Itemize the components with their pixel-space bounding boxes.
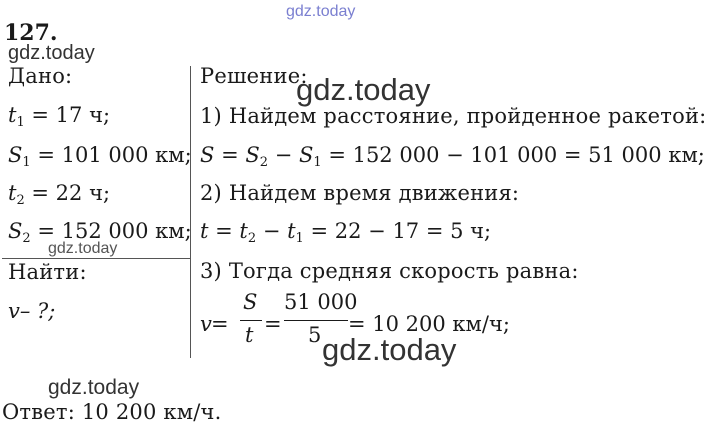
given-s2 <box>8 219 192 246</box>
given-t2 <box>8 181 111 208</box>
horizontal-divider <box>2 258 190 259</box>
given-heading: Дано: <box>8 64 73 88</box>
eq3-result: = 10 200 км/ч; <box>348 312 510 336</box>
given-t1 <box>8 103 111 130</box>
given-t2-sub: 2 <box>16 193 25 208</box>
given-s2-sub: 2 <box>22 231 31 246</box>
eq3-eq2: = <box>264 312 282 336</box>
eq2-minus: − <box>256 219 288 243</box>
given-s1-sub: 1 <box>22 155 31 170</box>
solution-eq2 <box>200 219 492 246</box>
given-s1-value: = 101 000 км; <box>30 143 192 167</box>
given-s1 <box>8 143 192 170</box>
given-s1-var: S <box>8 143 23 167</box>
given-t1-sub: 1 <box>16 115 25 130</box>
fraction-5-denominator: 5 <box>308 323 322 347</box>
solution-eq1 <box>200 143 705 170</box>
fraction-s-over-t <box>240 290 262 350</box>
fraction-s-bar <box>240 320 262 321</box>
eq1-s: S <box>200 143 215 167</box>
fraction-51000-numerator: 51 000 <box>284 290 358 314</box>
fraction-51000-bar <box>284 320 348 321</box>
vertical-divider <box>190 66 191 358</box>
watermark-bottom-left: gdz.today <box>48 376 140 399</box>
eq1-s2-sub: 2 <box>259 155 269 170</box>
find-v: v– ?; <box>8 299 56 323</box>
watermark-top[interactable]: gdz.today <box>286 3 356 20</box>
eq2-t2-sub: 2 <box>247 231 257 246</box>
given-t1-value: = 17 ч; <box>24 103 111 127</box>
eq1-s2: S <box>245 143 260 167</box>
given-t2-var: t <box>8 181 17 205</box>
answer: Ответ: 10 200 км/ч. <box>2 400 222 424</box>
watermark-corner: gdz.today <box>8 42 95 64</box>
given-s2-value: = 152 000 км; <box>30 219 192 243</box>
eq3-v: v <box>200 312 212 336</box>
eq2-eq: = <box>208 219 240 243</box>
eq1-s1: S <box>298 143 314 167</box>
eq1-rest: = 152 000 − 101 000 = 51 000 км; <box>321 143 705 167</box>
fraction-t-denominator: t <box>245 323 254 347</box>
eq3-eq: = <box>211 312 229 336</box>
eq1-s1-sub: 1 <box>313 155 322 170</box>
eq1-minus: − <box>268 143 299 167</box>
fraction-51000-over-5 <box>284 290 358 350</box>
given-t2-value: = 22 ч; <box>24 181 111 205</box>
eq2-rest: = 22 − 17 = 5 ч; <box>303 219 492 243</box>
given-t1-var: t <box>8 103 17 127</box>
watermark-bottom-center: gdz.today <box>322 332 457 367</box>
find-heading: Найти: <box>8 260 87 284</box>
fraction-s-numerator: S <box>243 290 258 314</box>
eq1-eq: = <box>214 143 246 167</box>
solution-heading: Решение: <box>200 64 308 88</box>
problem-number: 127. <box>4 20 58 46</box>
solution-step2: 2) Найдем время движения: <box>200 181 520 205</box>
watermark-small: gdz.today <box>48 240 118 257</box>
eq2-t1-sub: 1 <box>295 231 304 246</box>
solution-step1: 1) Найдем расстояние, пройденное ракетой: <box>200 104 706 128</box>
watermark-solution: gdz.today <box>296 72 431 107</box>
eq2-t1: t <box>287 219 296 243</box>
eq2-t2: t <box>239 219 248 243</box>
eq2-t: t <box>200 219 209 243</box>
solution-step3: 3) Тогда средняя скорость равна: <box>200 259 579 283</box>
given-s2-var: S <box>8 219 23 243</box>
